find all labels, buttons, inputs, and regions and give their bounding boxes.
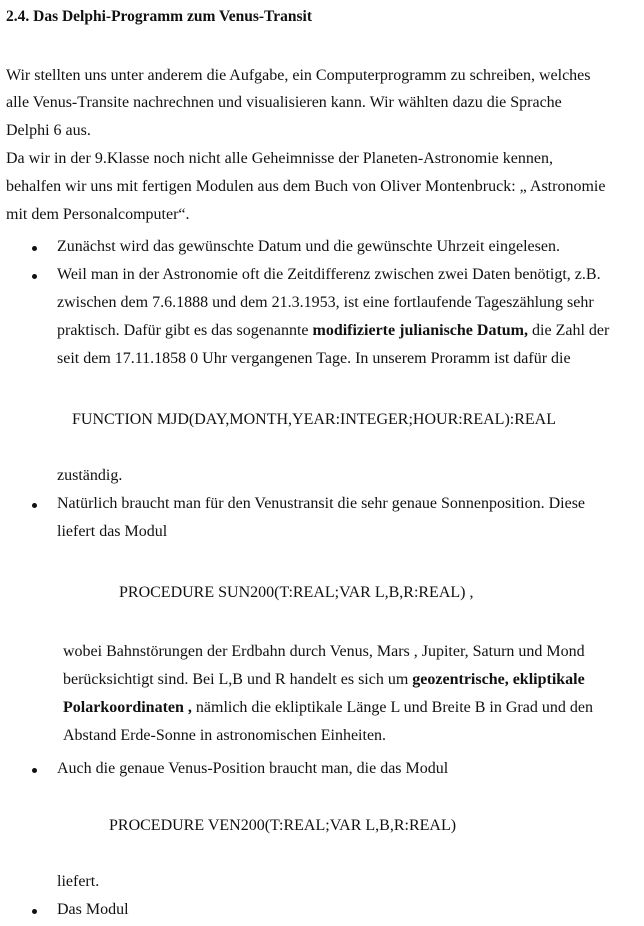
- bullet-icon: [32, 246, 37, 251]
- bullet-item-mjd-line: zwischen dem 7.6.1888 und dem 21.3.1953, ist eine fortlaufende Tageszählung sehr: [57, 294, 594, 311]
- bullet-item-mjd-line: zuständig.: [57, 467, 123, 484]
- intro-line: Da wir in der 9.Klasse noch nicht alle Geheimnisse der Planeten-Astronomie kennen,: [6, 150, 553, 167]
- code-signature-ven200: PROCEDURE VEN200(T:REAL;VAR L,B,R:REAL): [109, 817, 457, 834]
- bullet-item-sun-line: liefert das Modul: [57, 523, 168, 540]
- section-heading: 2.4. Das Delphi-Programm zum Venus-Transit: [6, 8, 312, 25]
- bullet-item-module: Das Modul: [57, 901, 129, 918]
- intro-line: Delphi 6 aus.: [6, 122, 91, 139]
- bullet-icon: [32, 768, 37, 773]
- mjd-term: modifizierte julianische Datum,: [312, 322, 529, 339]
- bullet-item-sun-line: wobei Bahnstörungen der Erdbahn durch Venus, Mars , Jupiter, Saturn und Mond: [63, 643, 585, 660]
- bullet-item-date-input: Zunächst wird das gewünschte Datum und die gewünschte Uhrzeit eingelesen.: [57, 238, 560, 255]
- bullet-item-mjd-line: praktisch. Dafür gibt es das sogenannte modifizierte julianische Datum, die Zahl der: [57, 322, 610, 339]
- bullet-item-venus-line: liefert.: [57, 873, 100, 890]
- bullet-item-sun-line: berücksichtigt sind. Bei L,B und R handelt es sich um geozentrische, ekliptikale: [63, 671, 585, 688]
- bullet-icon: [32, 909, 37, 914]
- code-signature-mjd: FUNCTION MJD(DAY,MONTH,YEAR:INTEGER;HOUR:REAL):REAL: [72, 411, 556, 428]
- intro-line: mit dem Personalcomputer“.: [6, 206, 190, 223]
- bullet-item-sun-line: Natürlich braucht man für den Venustransit die sehr genaue Sonnenposition. Diese: [57, 495, 586, 512]
- coordinates-term: Polarkoordinaten ,: [63, 699, 192, 716]
- intro-line: behalfen wir uns mit fertigen Modulen aus dem Buch von Oliver Montenbruck: „ Astronomie: [6, 178, 606, 195]
- coordinates-term: geozentrische, ekliptikale: [412, 671, 585, 688]
- intro-line: alle Venus-Transite nachrechnen und visualisieren kann. Wir wählten dazu die Sprache: [6, 94, 562, 111]
- bullet-item-venus-line: Auch die genaue Venus-Position braucht man, die das Modul: [57, 760, 449, 777]
- code-signature-sun200: PROCEDURE SUN200(T:REAL;VAR L,B,R:REAL) ,: [119, 584, 474, 601]
- bullet-item-mjd-line: seit dem 17.11.1858 0 Uhr vergangenen Tage. In unserem Proramm ist dafür die: [57, 350, 571, 367]
- intro-line: Wir stellten uns unter anderem die Aufgabe, ein Computerprogramm zu schreiben, welches: [6, 67, 591, 84]
- bullet-icon: [32, 503, 37, 508]
- bullet-item-sun-line: Polarkoordinaten , nämlich die ekliptikale Länge L und Breite B in Grad und den: [63, 699, 593, 716]
- bullet-item-mjd-line: Weil man in der Astronomie oft die Zeitdifferenz zwischen zwei Daten benötigt, z.B.: [57, 266, 601, 283]
- bullet-icon: [32, 274, 37, 279]
- bullet-item-sun-line: Abstand Erde-Sonne in astronomischen Einheiten.: [63, 727, 387, 744]
